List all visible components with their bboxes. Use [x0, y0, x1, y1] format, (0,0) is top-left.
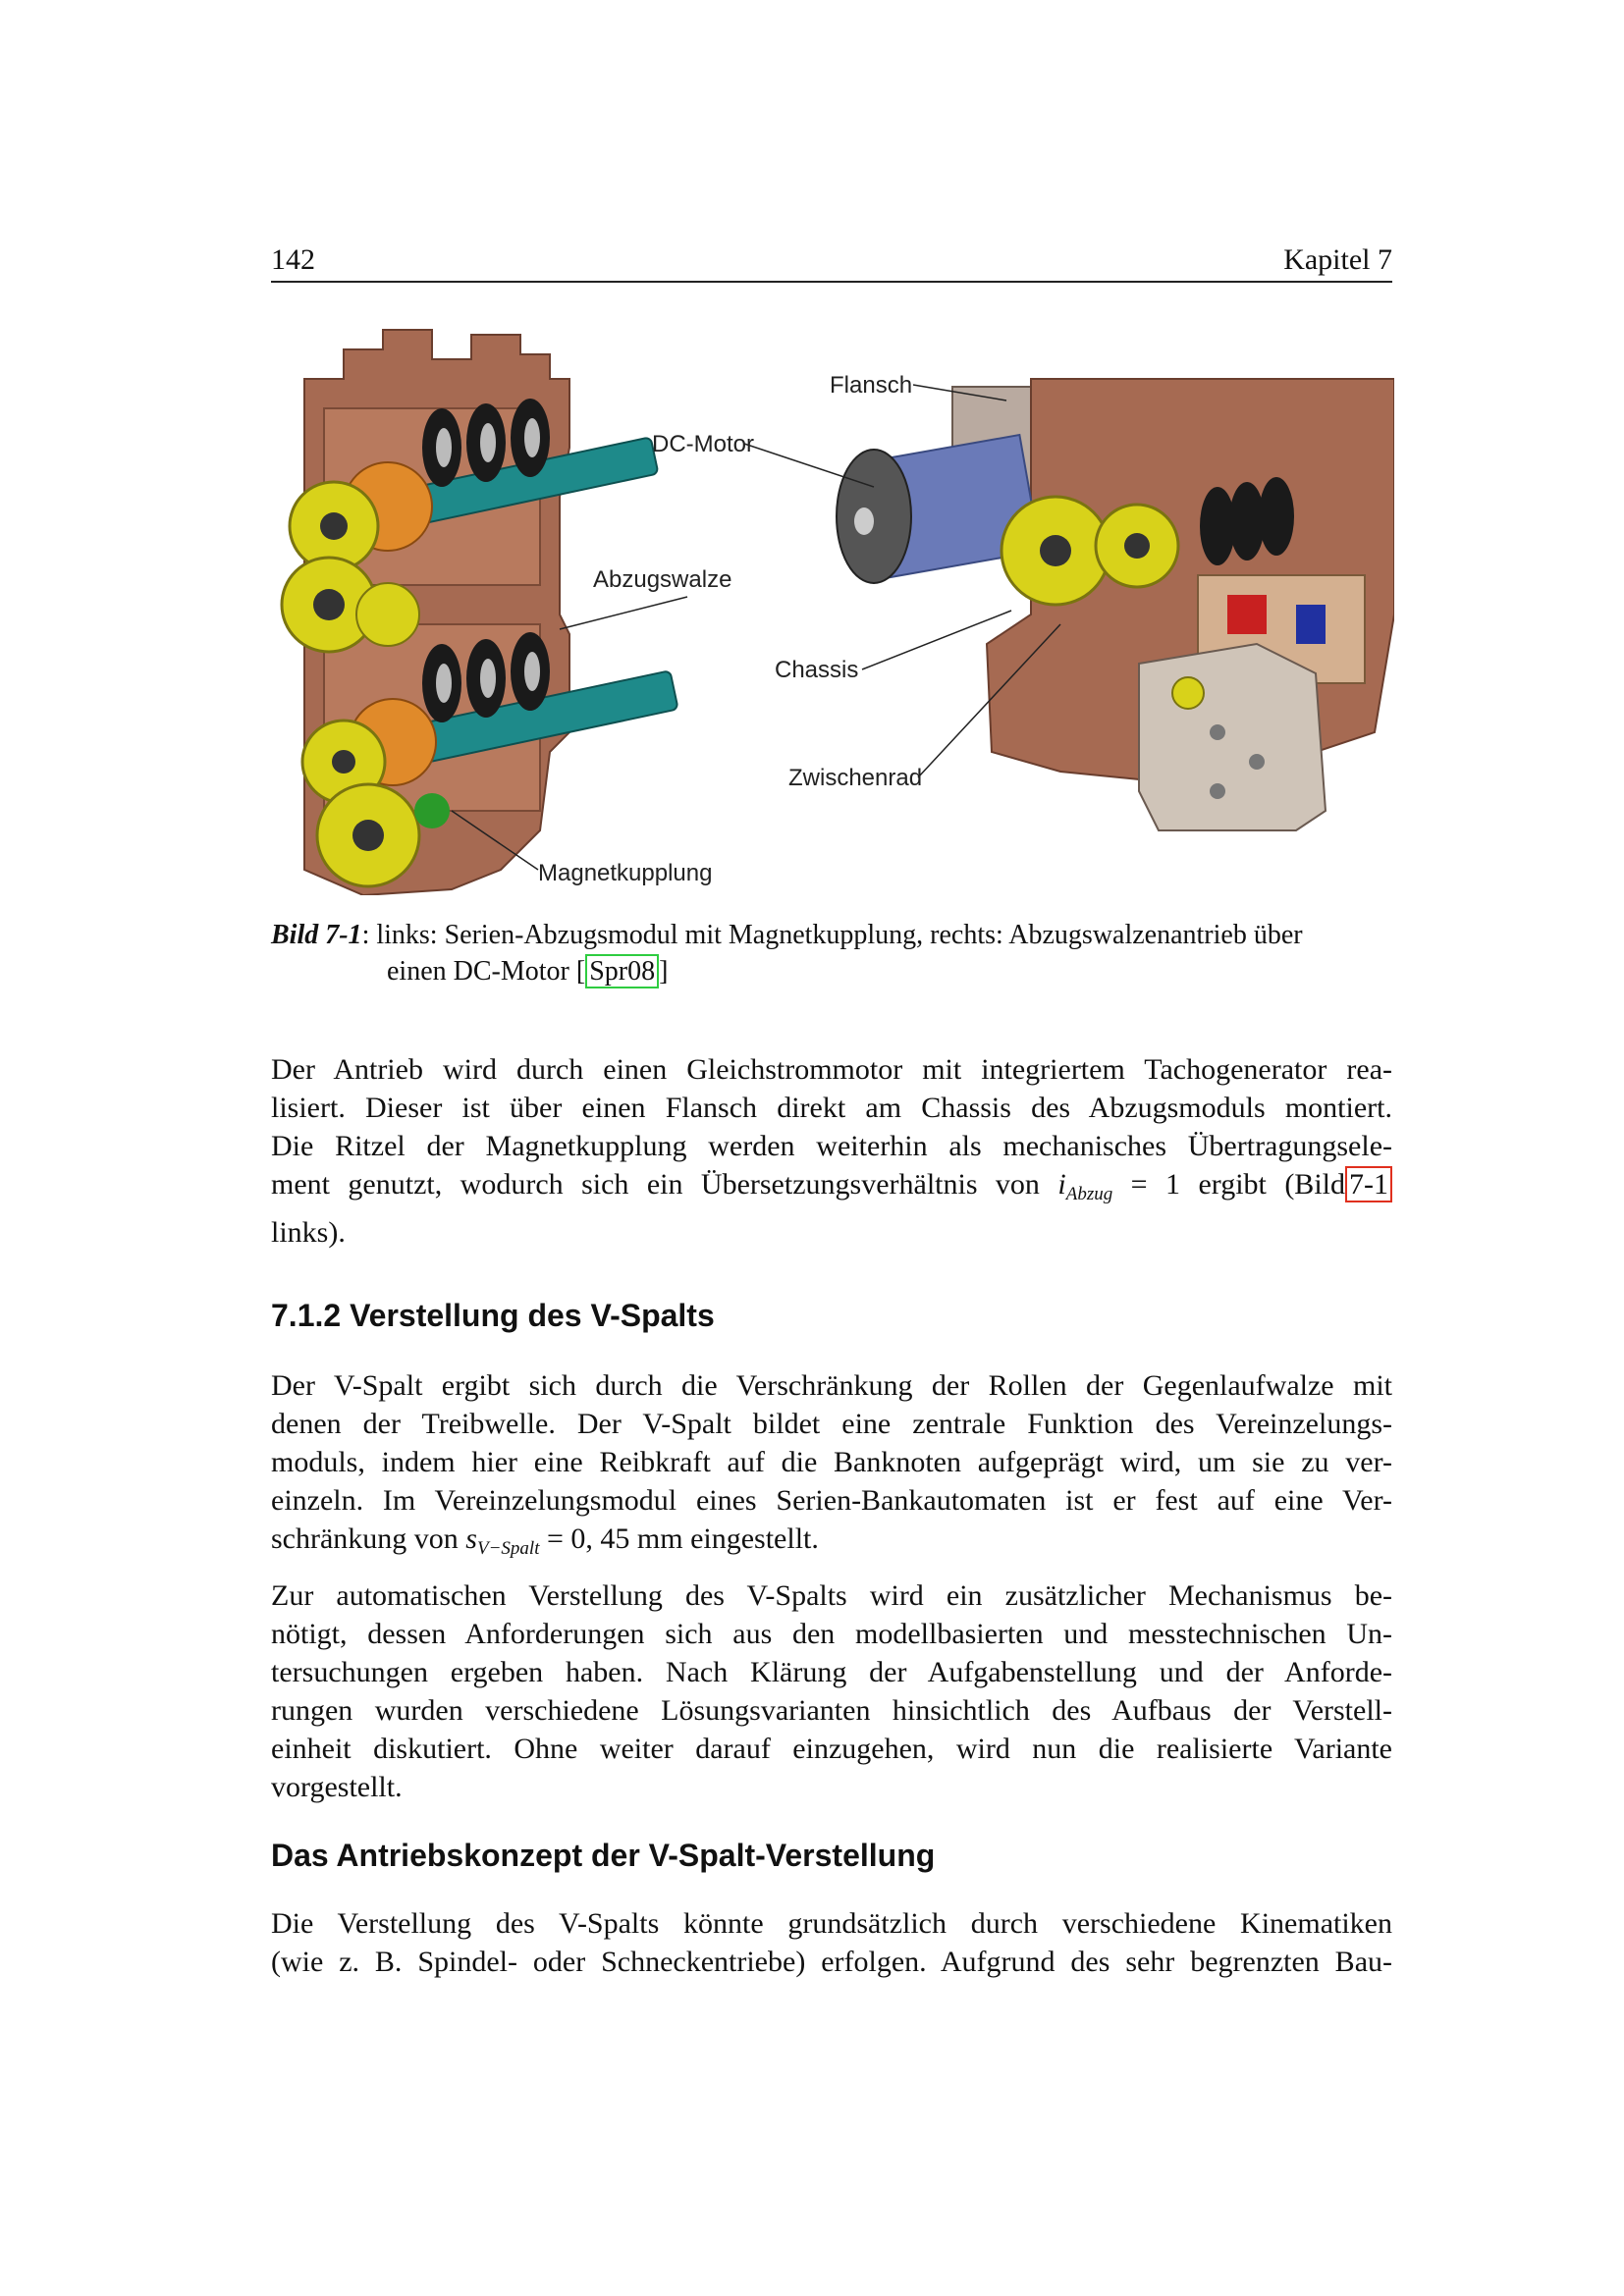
label-abzugswalze: Abzugswalze [593, 566, 732, 593]
caption-text-2: einen DC-Motor [387, 956, 576, 987]
paragraph-v-spalt [271, 1366, 1392, 1568]
subsection-heading: Das Antriebskonzept der V-Spalt-Verstellung [271, 1838, 936, 1873]
paragraph-verstellung [271, 1576, 1392, 1806]
math-subscript: Abzug [1065, 1184, 1113, 1204]
figure-illustration [275, 320, 1394, 895]
upper-rollers [422, 399, 550, 487]
text-fragment: ergibt (Bild [1180, 1168, 1345, 1201]
label-flansch: Flansch [830, 372, 913, 399]
page-header [271, 241, 1392, 283]
text-line: rungen wurden verschiedene Lösungsvarianten hinsichtlich des Aufbaus der Verstell- [271, 1694, 1392, 1727]
text-line: nötigt, dessen Anforderungen sich aus den modellbasierten und messtechnischen Un- [271, 1618, 1392, 1650]
label-zwischenrad: Zwischenrad [788, 765, 923, 791]
math-expression: = 1 [1112, 1168, 1181, 1201]
label-dc-motor: DC-Motor [652, 431, 755, 457]
caption-label: Bild 7-1 [271, 920, 362, 950]
chapter-title: Kapitel 7 [1283, 243, 1392, 276]
text-fragment: ment genutzt, wodurch sich ein Übersetzungsverhältnis von [271, 1168, 1058, 1201]
label-chassis: Chassis [775, 657, 859, 683]
section-heading: 7.1.2 Verstellung des V-Spalts [271, 1298, 715, 1333]
text-line [271, 1165, 1392, 1213]
text-line: vorgestellt. [271, 1771, 403, 1803]
text-line: lisiert. Dieser ist über einen Flansch direkt am Chassis des Abzugsmoduls montiert. [271, 1092, 1392, 1124]
math-variable: i [1057, 1168, 1066, 1201]
text-line: Zur automatischen Verstellung des V-Spalts wird ein zusätzlicher Mechanismus be- [271, 1579, 1392, 1612]
bracket-plate [1139, 644, 1326, 830]
text-line: Die Verstellung des V-Spalts könnte grundsätzlich durch verschiedene Kinematiken [271, 1907, 1392, 1940]
text-line: Die Ritzel der Magnetkupplung werden weiterhin als mechanisches Übertragungsele- [271, 1130, 1392, 1162]
label-magnetkupplung: Magnetkupplung [538, 860, 713, 886]
right-module-illustration [837, 379, 1394, 830]
paragraph-antrieb [271, 1050, 1392, 1252]
paragraph-antriebskonzept [271, 1904, 1392, 1981]
lower-rollers [422, 632, 550, 722]
text-line: Der Antrieb wird durch einen Gleichstrommotor mit integriertem Tachogenerator rea- [271, 1053, 1392, 1086]
math-expression: = 0, 45 mm [539, 1522, 683, 1555]
text-fragment: schränkung von [271, 1522, 466, 1555]
text-fragment: eingestellt. [682, 1522, 819, 1555]
text-line [271, 1520, 1392, 1568]
text-line: moduls, indem hier eine Reibkraft auf die Banknoten aufgeprägt wird, um sie zu ver- [271, 1446, 1392, 1478]
caption-text-1: : links: Serien-Abzugsmodul mit Magnetkupplung, rechts: Abzugswalzenantrieb über [361, 920, 1303, 950]
math-subscript: V−Spalt [476, 1538, 540, 1559]
text-line: tersuchungen ergeben haben. Nach Klärung der Aufgabenstellung und der Anforde- [271, 1656, 1392, 1688]
text-line: links). [271, 1216, 346, 1249]
left-module-illustration [282, 330, 678, 895]
text-line: Der V-Spalt ergibt sich durch die Verschränkung der Rollen der Gegenlaufwalze mit [271, 1369, 1392, 1402]
page-number: 142 [271, 243, 315, 276]
text-line: (wie z. B. Spindel- oder Schneckentriebe) erfolgen. Aufgrund des sehr begrenzten Bau- [271, 1946, 1392, 1978]
text-line: einheit diskutiert. Ohne weiter darauf einzugehen, wird nun die realisierte Variante [271, 1733, 1392, 1765]
math-variable: s [465, 1522, 477, 1555]
text-line: denen der Treibwelle. Der V-Spalt bildet eine zentrale Funktion des Vereinzelungs- [271, 1408, 1392, 1440]
figure-ref-link[interactable]: 7-1 [1345, 1166, 1392, 1202]
text-line: einzeln. Im Vereinzelungsmodul eines Serien-Bankautomaten ist er fest auf eine Ver- [271, 1484, 1392, 1517]
citation-link-spr08[interactable]: Spr08 [585, 954, 659, 988]
figure-7-1 [275, 320, 1394, 895]
figure-caption: Bild 7-1: links: Serien-Abzugsmodul mit Magnetkupplung, rechts: Abzugswalzenantrieb über einen DC-Motor [ Spr08 ] [271, 920, 1303, 987]
